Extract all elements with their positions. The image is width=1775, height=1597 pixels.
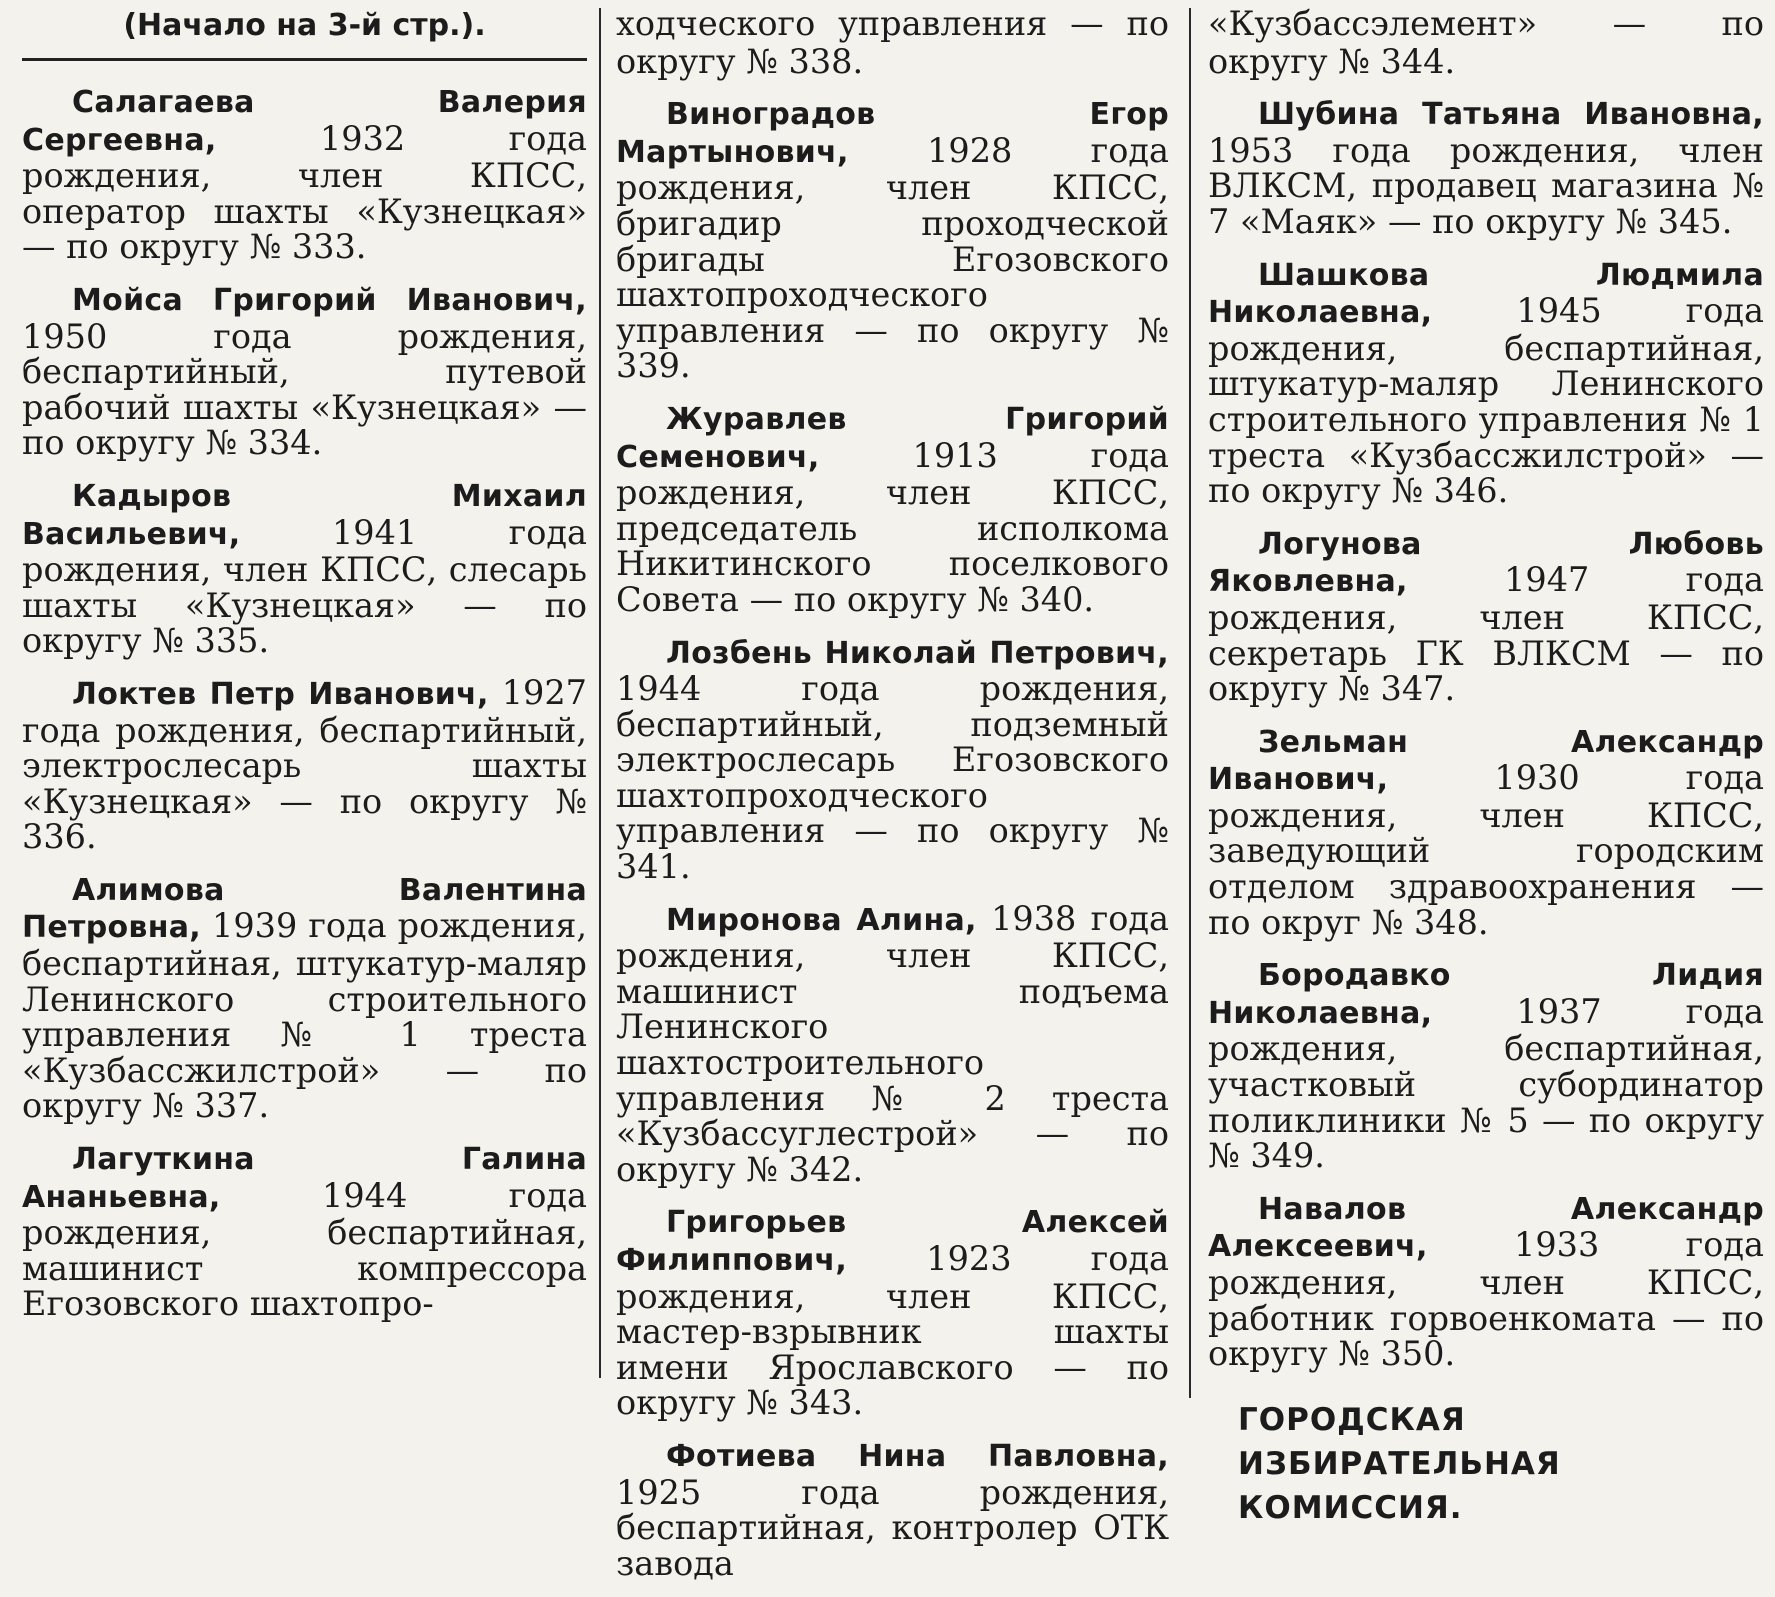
column-1 xyxy=(22,6,587,1338)
candidate-entry xyxy=(616,634,1169,885)
candidate-name: Григорьев Алексей Филиппович, xyxy=(616,1205,1169,1278)
candidate-name: Лагуткина Галина Ананьевна, xyxy=(22,1142,587,1215)
continued-entry xyxy=(1208,6,1764,79)
candidate-name: Шубина Татьяна Ивановна, xyxy=(1258,97,1764,133)
candidate-details: 1947 года рождения, член КПСС, секретарь ГК ВЛКСМ — по округу № 347. xyxy=(1208,560,1764,709)
column-3 xyxy=(1208,6,1764,1530)
candidate-entry xyxy=(1208,956,1764,1174)
column-divider xyxy=(1189,8,1191,1398)
candidate-details: 1944 года рождения, беспартийный, подземный электрослесарь Егозовского шахтопроходческого управления — по округу № 341. xyxy=(616,669,1169,887)
candidate-entry xyxy=(616,898,1169,1189)
candidate-details: 1925 года рождения, беспартийная, контролер ОТК завода xyxy=(616,1472,1169,1583)
candidate-entry xyxy=(616,1437,1169,1581)
candidate-name: Логунова Любовь Яковлевна, xyxy=(1208,526,1764,600)
candidate-entry xyxy=(616,400,1169,618)
candidate-entry xyxy=(22,871,587,1124)
candidate-details: 1937 года рождения, беспартийная, участковый субординатор поликлиники № 5 — по округу № 349. xyxy=(1208,991,1764,1176)
candidate-entry xyxy=(1208,95,1764,239)
candidate-details: 1933 года рождения, член КПСС, работник горвоенкомата — по округу № 350. xyxy=(1208,1225,1764,1374)
candidate-details: 1944 года рождения, беспартийная, машинист компрессора Егозовского шахтопро- xyxy=(22,1175,587,1324)
candidate-entry xyxy=(22,83,587,265)
candidate-name: Виноградов Егор Мартынович, xyxy=(616,97,1169,170)
candidate-entry xyxy=(22,477,587,659)
candidate-entry xyxy=(1208,256,1764,509)
candidate-details: 1928 года рождения, член КПСС, бригадир проходческой бригады Егозовского шахтопроходческого управления — по округу № 339. xyxy=(616,130,1169,386)
candidate-name: Журавлев Григорий Семенович, xyxy=(616,401,1169,475)
candidate-details: ходческого управления — по округу № 338. xyxy=(616,4,1169,81)
candidate-entry xyxy=(1208,1190,1764,1372)
candidate-details: 1938 года рождения, член КПСС, машинист подъема Ленинского шахтостроительного управления № 2 треста «Кузбассуглестрой» — по округу № 342. xyxy=(616,898,1169,1189)
candidate-details: 1941 года рождения, член КПСС, слесарь шахты «Кузнецкая» — по округу № 335. xyxy=(22,512,587,661)
candidate-name: Лозбень Николай Петрович, xyxy=(666,635,1169,671)
candidate-details: 1927 года рождения, беспартийный, электрослесарь шахты «Кузнецкая» — по округу № 336. xyxy=(22,672,587,857)
candidate-details: 1923 года рождения, член КПСС, мастер-взрывник шахты имени Ярославского — по округу № 343. xyxy=(616,1239,1169,1423)
candidate-details: 1945 года рождения, беспартийная, штукатур-маляр Ленинского строительного управления № 1 треста «Кузбассжилстрой» — по округу № 346. xyxy=(1208,291,1764,511)
candidate-name: Миронова Алина, xyxy=(666,902,977,938)
candidate-name: Зельман Александр Иванович, xyxy=(1208,724,1764,798)
candidate-entry xyxy=(616,1203,1169,1421)
candidate-name: Шашкова Людмила Николаевна, xyxy=(1208,257,1764,331)
header-rule xyxy=(22,58,587,61)
continued-entry xyxy=(616,6,1169,79)
candidate-details: 1932 года рождения, член КПСС, оператор шахты «Кузнецкая» — по округу № 333. xyxy=(22,118,587,267)
candidate-entry xyxy=(22,672,587,857)
candidate-entry xyxy=(616,95,1169,384)
candidate-name: Мойса Григорий Иванович, xyxy=(72,282,587,318)
commission-signature: ГОРОДСКАЯ ИЗБИРАТЕЛЬНАЯ КОМИССИЯ. xyxy=(1238,1401,1561,1526)
candidate-details: 1953 года рождения, член ВЛКСМ, продавец магазина № 7 «Маяк» — по округу № 345. xyxy=(1208,130,1764,241)
candidate-details: 1930 года рождения, член КПСС, заведующий городским отделом здравоохранения — по округ № 348. xyxy=(1208,758,1764,942)
candidate-name: Фотиева Нина Павловна, xyxy=(666,1438,1169,1474)
candidate-entry xyxy=(1208,525,1764,707)
column-2 xyxy=(616,6,1169,1597)
continuation-header: (Начало на 3-й стр.). xyxy=(123,8,486,43)
candidate-entry xyxy=(22,281,587,461)
candidate-name: Салагаева Валерия Сергеевна, xyxy=(22,85,587,158)
candidate-details: «Кузбассэлемент» — по округу № 344. xyxy=(1208,4,1764,81)
candidate-entry xyxy=(22,1140,587,1322)
candidate-name: Кадыров Михаил Васильевич, xyxy=(22,478,587,552)
candidate-name: Бородавко Лидия Николаевна, xyxy=(1208,958,1764,1031)
column-divider xyxy=(599,8,601,1378)
candidate-name: Навалов Александр Алексеевич, xyxy=(1208,1191,1764,1265)
candidate-name: Локтев Петр Иванович, xyxy=(72,676,489,712)
candidate-entry xyxy=(1208,723,1764,941)
candidate-name: Алимова Валентина Петровна, xyxy=(22,872,587,946)
candidate-details: 1950 года рождения, беспартийный, путевой рабочий шахты «Кузнецкая» — по округу № 334. xyxy=(22,316,587,463)
candidate-details: 1913 года рождения, член КПСС, председатель исполкома Никитинского поселкового Совета — по округу № 340. xyxy=(616,435,1169,619)
candidate-details: 1939 года рождения, беспартийная, штукатур-маляр Ленинского строительного управления № 1 треста «Кузбассжилстрой» — по округу № 337. xyxy=(22,906,587,1126)
